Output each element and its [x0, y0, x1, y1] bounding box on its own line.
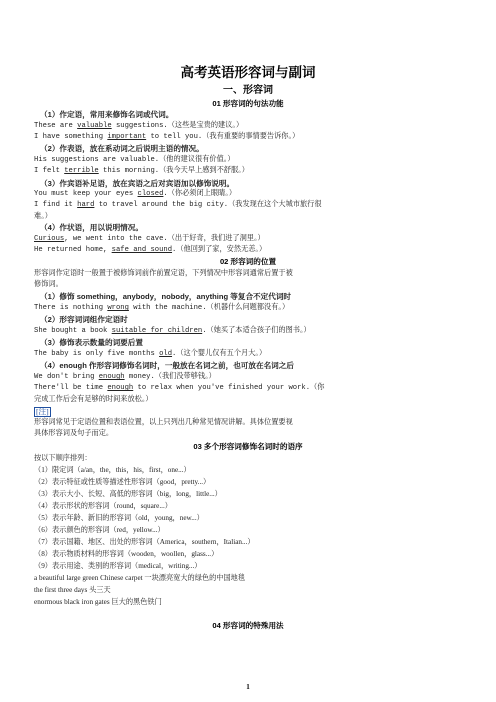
paragraph-text: 形容词作定语时一般置于被修饰词前作前置定语，下列情况中形容词通常后置于被: [34, 269, 293, 277]
example-continuation: 完成工作后会有足够的时间来放松。）: [34, 395, 153, 403]
example-sentence: His suggestions are valuable.（他的建议很有价值。）: [34, 156, 235, 164]
subsection-heading-03: 03 多个形容词修饰名词时的语序: [193, 442, 303, 451]
order-list-item: （4）表示形状的形容词（round，square...）: [34, 502, 172, 510]
order-list-item: （6）表示颜色的形容词（red，yellow...）: [34, 526, 165, 534]
point-2-heading: （2）作表语，放在系动词之后说明主语的情况。: [40, 144, 204, 153]
document-title: 高考英语形容词与副词: [180, 65, 316, 80]
example-sentence: Curious, we went into the cave.（出于好奇，我们进了洞里。）: [34, 235, 265, 243]
example-continuation: 难。）: [34, 212, 52, 220]
position-rule-4-heading: （4）enough 作形容词修饰名词时，一般放在名词之前，也可放在名词之后: [40, 361, 294, 370]
example-phrase: a beautiful large green Chinese carpet 一块漂亮宽大的绿色的中国地毯: [34, 574, 246, 582]
point-1-heading: （1）作定语，常用来修饰名词或代词。: [40, 110, 174, 119]
subsection-heading-01: 01 形容词的句法功能: [212, 99, 284, 108]
example-sentence: These are valuable suggestions.（这些是宝贵的建议。）: [34, 122, 244, 130]
example-sentence: The baby is only five months old.（这个婴儿仅有五个月大。）: [34, 350, 267, 358]
subsection-heading-02: 02 形容词的位置: [219, 257, 277, 266]
order-list-item: （7）表示国籍、地区、出处的形容词（America，southern，Italian...）: [34, 538, 255, 546]
point-4-heading: （4）作状语，用以说明情况。: [40, 223, 143, 232]
order-list-item: （1）限定词（a/an，the，this，his，first，one...）: [34, 466, 191, 474]
paragraph-text: 修饰词。: [34, 280, 63, 288]
example-sentence: You must keep your eyes closed.（你必须闭上眼睛。）: [34, 190, 237, 198]
note-text: 具体形容词及句子而定。: [34, 429, 114, 437]
position-rule-3-heading: （3）修饰表示数量的词要后置: [40, 338, 143, 347]
example-sentence: We don't bring enough money.（我们没带够钱。）: [34, 373, 216, 381]
example-sentence: I find it hard to travel around the big city.（我发现在这个大城市旅行很: [34, 201, 322, 209]
point-3-heading: （3）作宾语补足语，放在宾语之后对宾语加以修饰说明。: [40, 179, 235, 188]
subsection-heading-04: 04 形容词的特殊用法: [212, 621, 284, 630]
example-sentence: There is nothing wrong with the machine.（机器什么问题都没有。）: [34, 304, 290, 312]
example-sentence: I felt terrible this morning.（我今天早上感到不舒服。）: [34, 167, 249, 175]
section-heading-adjectives: 一、形容词: [223, 85, 273, 96]
position-rule-2-heading: （2）形容词词组作定语时: [40, 315, 128, 324]
example-phrase: the first three days 头三天: [34, 586, 111, 594]
order-list-item: （8）表示物质材料的形容词（wooden，woollen，glass...）: [34, 550, 219, 558]
example-sentence: I have something important to tell you.（我有重要的事情要告诉你。）: [34, 133, 300, 141]
position-rule-1-heading: （1）修饰 something，anybody，nobody，anything 等复合不定代词时: [40, 292, 292, 301]
order-list-item: （2）表示特征或性质等描述性形容词（good，pretty...）: [34, 478, 211, 486]
example-sentence: He returned home, safe and sound.（他回到了家，安然无恙。）: [34, 246, 267, 254]
note-text: 形容词常见于定语位置和表语位置，以上只列出几种常见情况讲解。具体位置要视: [34, 418, 293, 426]
order-list-item: （3）表示大小、长短、高低的形容词（big，long，little...）: [34, 490, 222, 498]
example-phrase: enormous black iron gates 巨大的黑色铁门: [34, 598, 162, 606]
example-sentence: She bought a book suitable for children.（她买了本适合孩子们的图书。）: [34, 327, 311, 335]
note-tag: [注]: [36, 407, 49, 416]
order-list-item: （9）表示用途、类别的形容词（medical，writing...）: [34, 562, 202, 570]
order-intro: 按以下顺序排列：: [34, 454, 92, 462]
example-sentence: There'll be time enough to relax when you've finished your work.（你: [34, 384, 325, 392]
order-list-item: （5）表示年龄、新旧的形容词（old，young，new...）: [34, 514, 204, 522]
page-number: 1: [246, 683, 250, 691]
